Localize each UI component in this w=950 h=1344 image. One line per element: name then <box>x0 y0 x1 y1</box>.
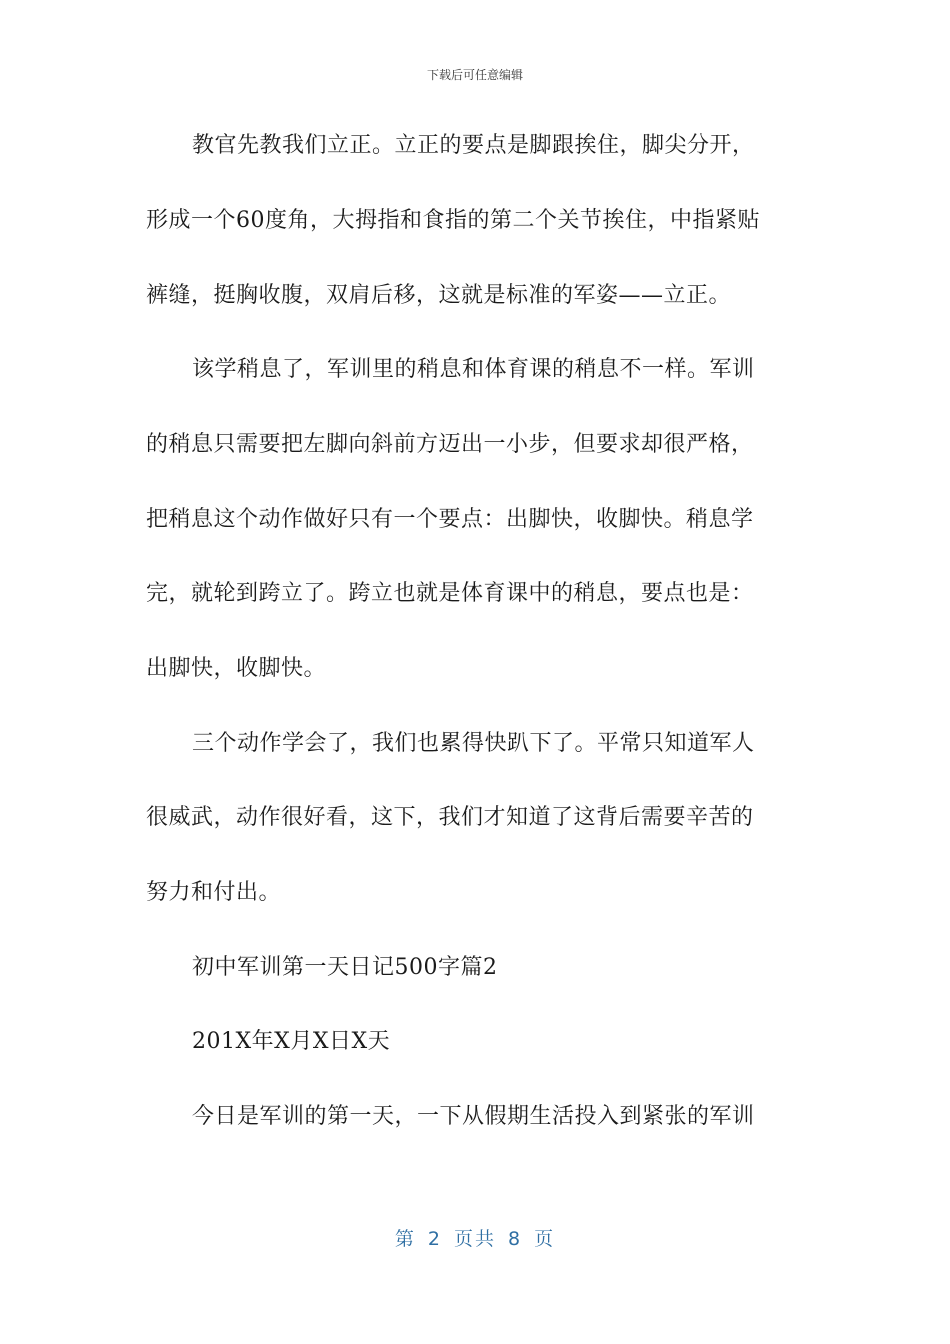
paragraph-line: 的稍息只需要把左脚向斜前方迈出一小步，但要求却很严格， <box>146 432 754 457</box>
section-heading: 初中军训第一天日记500字篇2 <box>192 955 498 980</box>
paragraph-line: 三个动作学会了，我们也累得快趴下了。平常只知道军人 <box>192 731 755 756</box>
paragraph-line: 完，就轮到跨立了。跨立也就是体育课中的稍息，要点也是： <box>146 581 754 606</box>
paragraph-line: 形成一个60度角，大拇指和食指的第二个关节挨住，中指紧贴 <box>146 208 760 233</box>
paragraph-line: 教官先教我们立正。立正的要点是脚跟挨住，脚尖分开， <box>192 133 755 158</box>
paragraph-line: 很威武，动作很好看，这下，我们才知道了这背后需要辛苦的 <box>146 805 754 830</box>
paragraph-line: 今日是军训的第一天，一下从假期生活投入到紧张的军训 <box>192 1104 755 1129</box>
paragraph-line: 该学稍息了，军训里的稍息和体育课的稍息不一样。军训 <box>192 357 755 382</box>
paragraph-line: 裤缝，挺胸收腹，双肩后移，这就是标准的军姿——立正。 <box>146 283 732 308</box>
page-header: 下载后可任意编辑 <box>426 68 523 82</box>
page-footer: 第 2 页共 8 页 <box>394 1228 556 1250</box>
paragraph-line: 努力和付出。 <box>146 880 282 905</box>
paragraph-line: 把稍息这个动作做好只有一个要点：出脚快，收脚快。稍息学 <box>146 507 754 532</box>
diary-date-line: 201X年X月X日X天 <box>192 1029 391 1054</box>
paragraph-line: 出脚快，收脚快。 <box>146 656 327 681</box>
